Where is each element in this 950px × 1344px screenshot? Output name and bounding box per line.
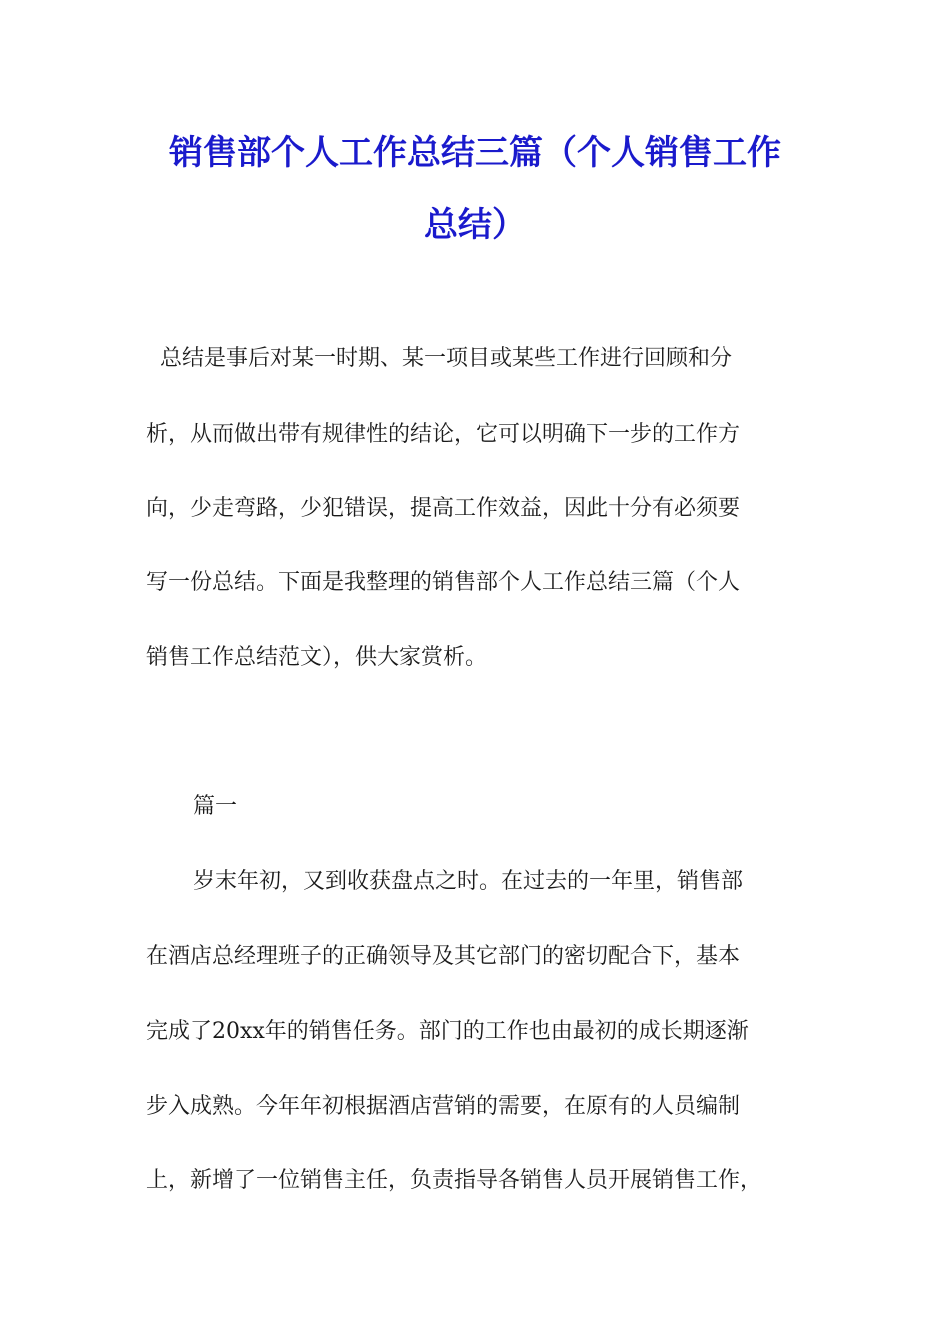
intro-paragraph-line: 写一份总结。下面是我整理的销售部个人工作总结三篇（个人 (146, 570, 741, 595)
body-paragraph-line: 上，新增了一位销售主任，负责指导各销售人员开展销售工作， (146, 1168, 763, 1193)
body-paragraph-line: 岁末年初，又到收获盘点之时。在过去的一年里，销售部 (193, 869, 744, 894)
body-paragraph-line: 步入成熟。今年年初根据酒店营销的需要，在原有的人员编制 (146, 1094, 741, 1119)
body-paragraph-line: 在酒店总经理班子的正确领导及其它部门的密切配合下，基本 (146, 944, 741, 969)
intro-paragraph-line: 销售工作总结范文），供大家赏析。 (146, 645, 488, 670)
document-title-line-1: 销售部个人工作总结三篇（个人销售工作 (169, 133, 781, 173)
document-title-line-2: 总结） (424, 205, 526, 245)
intro-paragraph-line: 析，从而做出带有规律性的结论，它可以明确下一步的工作方 (146, 422, 741, 447)
body-paragraph-line: 完成了20xx年的销售任务。部门的工作也由最初的成长期逐渐 (146, 1019, 749, 1044)
intro-paragraph-line: 向，少走弯路，少犯错误，提高工作效益，因此十分有必须要 (146, 496, 741, 521)
section-heading: 篇一 (193, 794, 238, 819)
intro-paragraph-line: 总结是事后对某一时期、某一项目或某些工作进行回顾和分 (146, 346, 732, 371)
